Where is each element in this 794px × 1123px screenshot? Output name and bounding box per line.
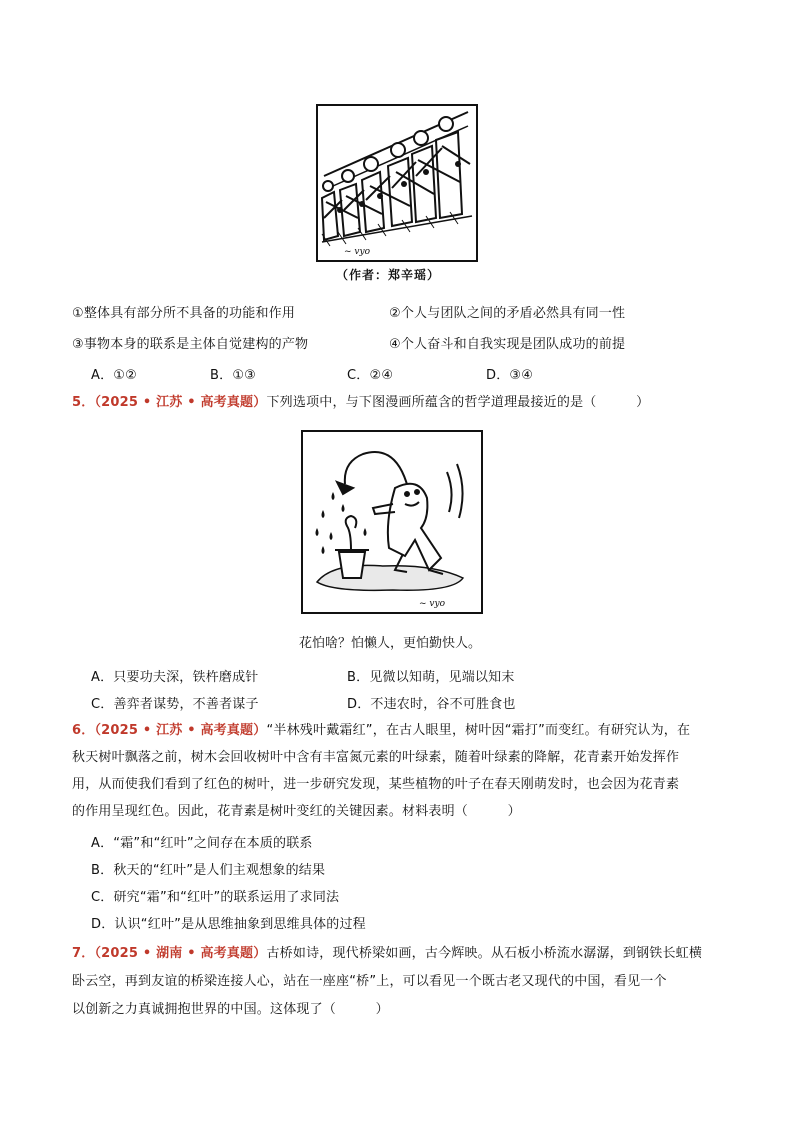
- option-b: B．秋天的“红叶”是人们主观想象的结果: [91, 863, 326, 878]
- option-d: D．认识“红叶”是从思维抽象到思维具体的过程: [91, 917, 366, 932]
- question-6-line-4: 的作用呈现红色。因此，花青素是树叶变红的关键因素。材料表明（ ）: [72, 804, 521, 819]
- team-cartoon-drawing: [318, 106, 476, 260]
- question-7-line-3: 以创新之力真诚拥抱世界的中国。这体现了（ ）: [72, 1002, 389, 1017]
- flower-cartoon-figure: [301, 430, 483, 614]
- question-source: （2025 • 江苏 • 高考真题）: [94, 723, 267, 738]
- question-source: （2025 • 湖南 • 高考真题）: [94, 946, 267, 961]
- option-c: C．研究“霜”和“红叶”的联系运用了求同法: [91, 890, 340, 905]
- option-b: B．①③: [210, 368, 257, 383]
- question-6-line-2: 秋天树叶飘落之前，树木会回收树叶中含有丰富氮元素的叶绿素，随着叶绿素的降解，花青素开始发挥作: [72, 750, 680, 765]
- question-source: （2025 • 江苏 • 高考真题）: [94, 395, 267, 410]
- figure1-caption: （作者：郑辛瑶）: [336, 268, 441, 282]
- question-number: 6．: [72, 723, 95, 738]
- question-number: 7．: [72, 946, 95, 961]
- question-6-line-3: 用，从而使我们看到了红色的树叶，进一步研究发现，某些植物的叶子在春天刚萌发时，也会因为花青素: [72, 777, 680, 792]
- question-7-line-2: 卧云空，再到友谊的桥梁连接人心，站在一座座“桥”上，可以看见一个既古老又现代的中国，看见一个: [72, 974, 667, 989]
- question-6-line-1: [72, 722, 690, 739]
- question-text: “半林残叶戴霜红”，在古人眼里，树叶因“霜打”而变红。有研究认为，在: [266, 723, 691, 738]
- statement-3: ③事物本身的联系是主体自觉建构的产物: [72, 337, 309, 352]
- option-c: C．②④: [347, 368, 394, 383]
- question-5-stem: [72, 394, 649, 411]
- question-text: 下列选项中，与下图漫画所蕴含的哲学道理最接近的是（ ）: [266, 395, 650, 410]
- option-d: D．③④: [486, 368, 534, 383]
- option-c: C．善弈者谋势，不善者谋子: [91, 697, 259, 712]
- figure2-caption: 花怕啥？怕懒人，更怕勤快人。: [299, 636, 482, 651]
- option-a: A．“霜”和“红叶”之间存在本质的联系: [91, 836, 313, 851]
- question-7-line-1: [72, 945, 702, 962]
- statement-4: ④个人奋斗和自我实现是团队成功的前提: [389, 337, 626, 352]
- statement-2: ②个人与团队之间的矛盾必然具有同一性: [389, 306, 626, 321]
- option-a: A．①②: [91, 368, 138, 383]
- question-number: 5．: [72, 395, 95, 410]
- cartoon-signature: ~ vyo: [344, 247, 370, 257]
- option-a: A．只要功夫深，铁杵磨成针: [91, 670, 259, 685]
- team-cartoon-figure: [316, 104, 478, 262]
- option-b: B．见微以知萌，见端以知末: [347, 670, 515, 685]
- option-d: D．不违农时，谷不可胜食也: [347, 697, 516, 712]
- statement-1: ①整体具有部分所不具备的功能和作用: [72, 306, 296, 321]
- question-text: 古桥如诗，现代桥梁如画，古今辉映。从石板小桥流水潺潺，到钢铁长虹横: [266, 946, 703, 961]
- cartoon-signature: ~ vyo: [419, 599, 445, 609]
- flower-cartoon-drawing: [303, 432, 481, 612]
